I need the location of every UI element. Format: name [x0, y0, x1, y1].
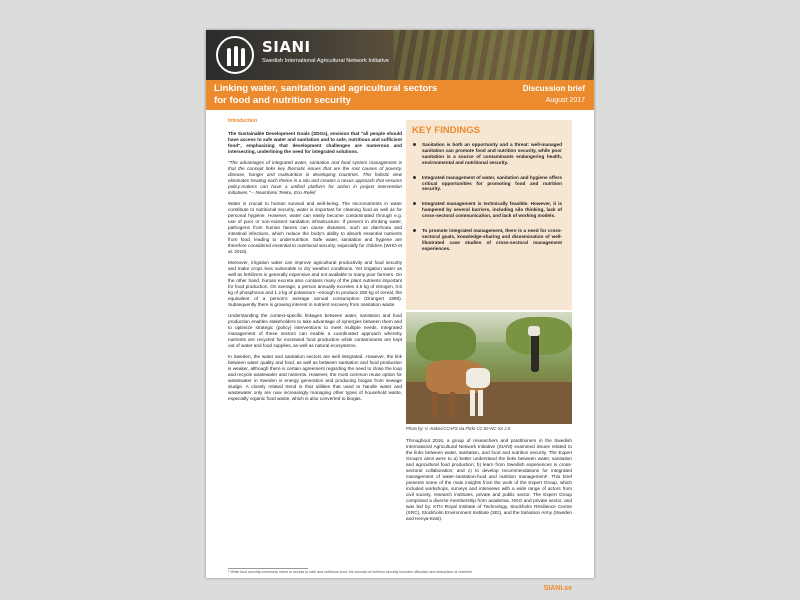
footnote: ¹ While food security commonly refers to access to safe and nutritious food, the concept of nutrition security includes utilization and absorption of nutrients.	[228, 570, 474, 574]
brief-date: August 2017	[545, 97, 585, 104]
key-findings-list	[412, 142, 562, 261]
finding-text: To promote integrated management, there is a need for cross-sectoral goals, knowledge-sharing and dissemination of well-illustrated case studies of cross-sectoral management experiences.	[422, 228, 562, 251]
banner-photo	[394, 30, 594, 80]
photo-caption: Photo by: V. Atakos/CCAFS via Flickr CC BY-NC-SA 2.0	[406, 426, 511, 431]
logo-subtitle: Swedish International Agricultural Network Initiative	[262, 58, 389, 64]
intro-heading: Introduction	[228, 118, 258, 124]
header-banner	[206, 30, 594, 80]
brief-title: Linking water, sanitation and agricultural sectors for food and nutrition security	[214, 83, 438, 106]
list-item	[412, 201, 562, 219]
bullet-icon	[413, 229, 416, 232]
cattle-photo	[406, 312, 572, 424]
brief-type: Discussion brief	[522, 84, 585, 93]
paragraph: Water is crucial to human survival and well-being. The micronutrients in water contribute to nutritional security, water is important for cleaning food as well as for personal hygiene. However, water can easily become contaminated through e.g. use of poor or non-existent sanitation infrastructure. If present in drinking water, pathogens from human faeces can cause diseases, such as diarrhoea and intestinal infections, which reduce the body's ability to absorb essential nutrients from food, leading to undernutrition. Safe water, sanitation and hygiene are therefore considered essential to nutritional security, especially for children (WHO et al. 2015).	[228, 201, 402, 254]
brief-page	[206, 30, 594, 592]
bullet-icon	[413, 143, 416, 146]
intro-lead: The Sustainable Development Goals (SDGs), envision that "all people should have access to safe water and sanitation and to safe, nutritious and sufficient food", emphasizing that development challenges are numerous and intersecting, underlining the need for integrated solutions.	[228, 131, 402, 154]
left-column	[228, 118, 402, 407]
siani-logo-icon	[216, 36, 254, 74]
paragraph: Moreover, irrigation water can improve agricultural productivity and food security and make crops less vulnerable to dry weather conditions. Yet irrigation water as well as fertilizers is generally expensive and not available to many poor farmers. On the other hand, human excreta also contains many of the plant nutrients important for food production. On average, a person annually excretes 4.5 kg of nitrogen, 0.6 kg of phosphorus and 1.2 kg of potassium –enough to produce 250 kg of cereal, the equivalent of a person's average annual consumption (Drangert 1998). Subsequently there is growing interest in nutrient recovery from sanitation waste.	[228, 260, 402, 307]
finding-text: Sanitation is both an opportunity and a threat: well-managed sanitation can promote food and nutrition security, while poor sanitation is a source of contaminants endangering health, environmental and nutritional security.	[422, 142, 562, 165]
finding-text: Integrated management is technically feasible. However, it is hampered by several barriers, including silo thinking, lack of cross-sectoral communication, and lack of working models.	[422, 201, 562, 219]
key-findings-box	[406, 120, 572, 310]
right-column	[406, 438, 572, 522]
paragraph: Throughout 2016, a group of researchers and practitioners in the Swedish International Agricultural Network Initiative (SIANI) examined issues related to the links between water, sanitation, and food and nutrition security. The Expert Group's aims were to a) better understand the links between water, sanitation and agricultural food production; b) learn from Swedish experiences in cross-sectoral collaboration; and c) to develop recommendations for integrated management of water-sanitation-food and nutrition management¹. This brief presents some of the main insights from the work of the Expert Group, which included workshops, surveys and interviews with a wide range of actors from civil society, research institutes, private and public sector. The Expert Group comprised a diverse membership from academia, NGO and private sector, and was led by: KTH Royal Institute of Technology, Stockholm Resilience Centre (SRC), Stockholm Environment Institute (SEI), and the Salvation Army (Sweden and Kenya-East).	[406, 438, 572, 521]
paragraph: Understanding the context-specific linkages between water, sanitation and food production enables stakeholders to take advantage of synergies between them and to optimize strategic (policy) interventions to meet multiple needs. Integrated management of these sectors can enable a coordinated approach whereby nutrients are recycled for increased food production while contaminants are kept out of water and food supplies, as well as natural ecosystems.	[228, 313, 402, 348]
key-findings-heading: KEY FINDINGS	[412, 125, 481, 136]
list-item	[412, 142, 562, 166]
list-item	[412, 175, 562, 193]
list-item	[412, 228, 562, 252]
finding-text: Integrated management of water, sanitation and hygiene offers critical opportunities for promoting food and nutrition security.	[422, 174, 562, 192]
logo-text: SIANI	[262, 38, 311, 56]
footnote-divider	[228, 568, 308, 569]
bullet-icon	[413, 202, 416, 205]
intro-quote: "The advantages of integrated water, sanitation and food system management is that the concept links key thematic issues that are the root causes of poverty, disease, hunger and malnutrition in developing countries. This holistic view eliminates treating each theme in a silo and creates a nexus approach that ensures policy-makers can have a unified platform for action in project intervention initiatives." – Noumbissi Tenku, Eco-Relief	[228, 160, 402, 195]
bullet-icon	[413, 176, 416, 179]
siani-link[interactable]: SIANI.se	[543, 585, 572, 592]
paragraph: In Sweden, the water and sanitation sectors are well integrated. However, the link between water quality and food, as well as between sanitation and food production is weaker, although there is certain agreement regarding the need to close the loop and recycle wastewater and nutrients. However, the most common reuse option for wastewater in Sweden is energy generation and producing biogas from sewage sludge. A closely related trend is that utilities that used to handle water and wastewater only are now increasingly managing other types of household waste, especially organic food waste, which is also converted to biogas.	[228, 354, 402, 401]
